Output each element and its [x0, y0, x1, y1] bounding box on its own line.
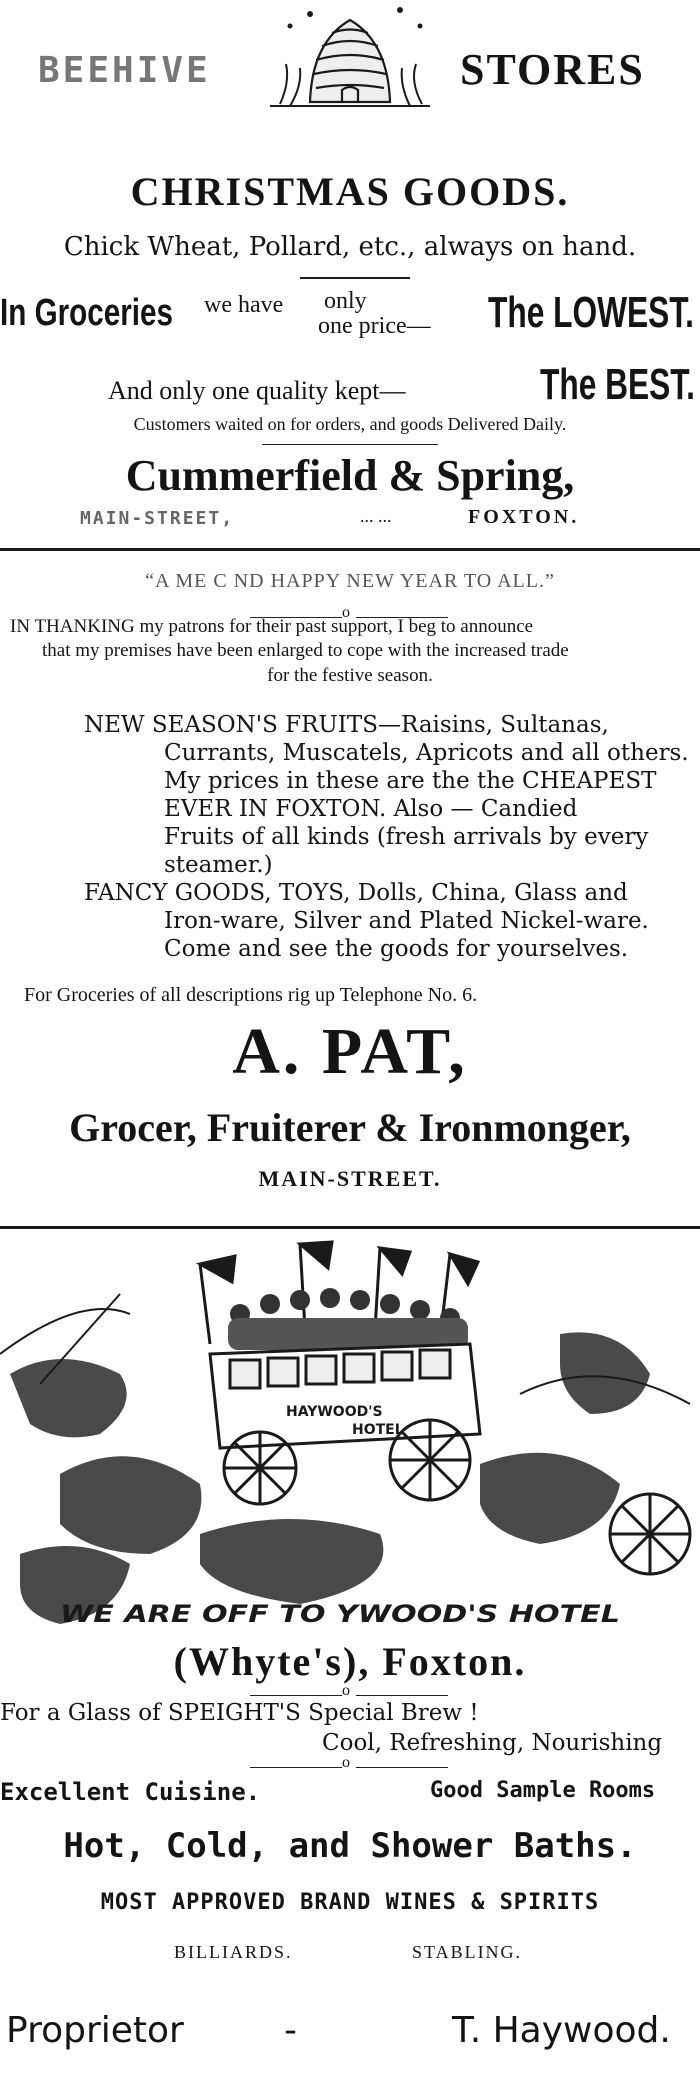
christmas-goods-heading: CHRISTMAS GOODS. — [130, 169, 570, 214]
fancy-line-3: Come and see the goods for yourselves. — [164, 936, 629, 962]
quality-line: And only one quality kept— — [108, 376, 406, 405]
pat-street: MAIN-STREET. — [258, 1166, 442, 1191]
groceries-underline — [300, 277, 410, 279]
cuisine-line: Excellent Cuisine. — [0, 1778, 261, 1806]
sample-rooms-line: Good Sample Rooms — [430, 1778, 656, 1803]
firm-street: MAIN-STREET, — [80, 508, 235, 529]
fruits-line-2: Currants, Muscatels, Apricots and all others. — [164, 740, 689, 766]
groceries-only: only — [324, 288, 367, 314]
wines-line: MOST APPROVED BRAND WINES & SPIRITS — [100, 1890, 600, 1915]
fruits-line-5: Fruits of all kinds (fresh arrivals by every — [164, 824, 649, 850]
section-divider-2 — [0, 1226, 700, 1229]
hotel-rule-1-mark: o — [342, 1682, 350, 1699]
fruits-line-3: My prices in these are the the CHEAPEST — [164, 768, 657, 794]
firm-name: Cummerfield & Spring, — [125, 451, 575, 500]
brew-line-1: For a Glass of SPEIGHT'S Special Brew ! — [0, 1700, 479, 1726]
customers-line: Customers waited on for orders, and goods Delivered Daily. — [133, 414, 567, 434]
brew-line-2: Cool, Refreshing, Nourishing — [322, 1730, 663, 1756]
section-divider-1 — [0, 548, 700, 551]
chick-wheat-line: Chick Wheat, Pollard, etc., always on hand. — [63, 232, 637, 262]
hotel-name: (Whyte's), Foxton. — [173, 1639, 527, 1684]
firm-town: FOXTON. — [468, 506, 580, 528]
billiards-line: BILLIARDS. — [174, 1942, 293, 1962]
thanks-line-2: that my premises have been enlarged to cope with the increased trade — [42, 640, 569, 661]
fruits-line-1: NEW SEASON'S FRUITS—Raisins, Sultanas, — [84, 712, 609, 738]
coach-sign-2: HOTEL — [352, 1422, 404, 1438]
best-label: The BEST. — [540, 360, 695, 409]
hotel-rule-2-mark: o — [342, 1754, 350, 1771]
firm-rule — [262, 444, 438, 445]
fruits-line-6: steamer.) — [164, 852, 273, 878]
fruits-line-4: EVER IN FOXTON. Also — Candied — [164, 796, 578, 822]
proprietor-dash: - — [284, 2010, 297, 2051]
new-year-greeting: “A ME C ND HAPPY NEW YEAR TO ALL.” — [145, 570, 555, 592]
pat-name: A. PAT, — [232, 1015, 468, 1088]
baths-line: Hot, Cold, and Shower Baths. — [63, 1826, 637, 1866]
pat-trade: Grocer, Fruiterer & Ironmonger, — [69, 1105, 631, 1150]
beehive-wordmark: BEEHIVE — [38, 50, 211, 91]
coach-sign: HAYWOOD'S — [286, 1404, 383, 1420]
stores-wordmark: STORES — [460, 45, 645, 94]
thanks-line-3: for the festive season. — [267, 665, 433, 686]
firm-dots: ... ... — [360, 506, 392, 526]
telephone-line: For Groceries of all descriptions rig up Telephone No. 6. — [24, 984, 478, 1006]
banner-text: WE ARE OFF TO YWOOD'S HOTEL — [60, 1600, 620, 1628]
stagecoach-illustration — [0, 1234, 700, 1634]
proprietor-label: Proprietor — [6, 2010, 184, 2051]
lowest-label: The LOWEST. — [488, 288, 694, 337]
proprietor-name: T. Haywood. — [452, 2010, 671, 2051]
thanks-line-1: IN THANKING my patrons for their past support, I beg to announce — [10, 616, 534, 637]
beehive-emblem — [250, 2, 450, 112]
groceries-one-price: one price— — [318, 313, 431, 339]
groceries-we-have: we have — [204, 292, 284, 318]
greeting-rule-mark: o — [342, 604, 350, 621]
fancy-line-2: Iron-ware, Silver and Plated Nickel-ware. — [164, 908, 649, 934]
hotel-rule-2-left — [250, 1767, 342, 1768]
fancy-line-1: FANCY GOODS, TOYS, Dolls, China, Glass and — [84, 880, 628, 906]
hotel-rule-1-right — [356, 1695, 448, 1696]
hotel-rule-2-right — [356, 1767, 448, 1768]
stabling-line: STABLING. — [412, 1942, 523, 1962]
groceries-label: In Groceries — [0, 292, 173, 334]
hotel-rule-1-left — [250, 1695, 342, 1696]
